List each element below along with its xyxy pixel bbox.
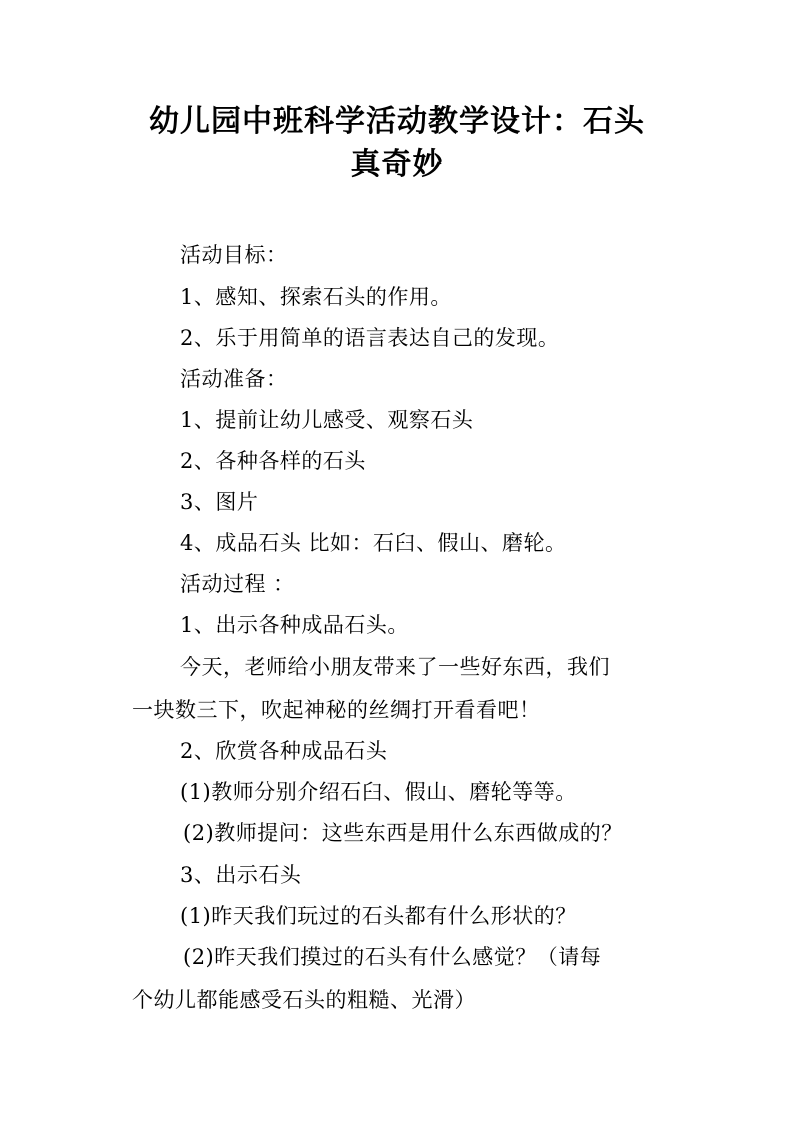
process-step-3: 3、出示石头 [180, 863, 302, 887]
section-heading-goals: 活动目标： [180, 243, 288, 267]
section-heading-preparation: 活动准备： [180, 367, 288, 391]
section-heading-process: 活动过程 ： [180, 572, 295, 596]
process-step-2-item-2: (2)教师提问：这些东西是用什么东西做成的？ [183, 821, 623, 845]
paragraph-line-2: 一块数三下，吹起神秘的丝绸打开看看吧！ [132, 698, 541, 722]
process-step-2-item-1: (1)教师分别介绍石臼、假山、磨轮等等。 [180, 780, 577, 804]
preparation-item-1: 1、提前让幼儿感受、观察石头 [180, 408, 474, 432]
process-step-1: 1、出示各种成品石头。 [180, 613, 409, 637]
preparation-item-4: 4、成品石头 比如：石臼、假山、磨轮。 [180, 531, 567, 555]
process-step-2: 2、欣赏各种成品石头 [180, 739, 388, 763]
document-title-line-1: 幼儿园中班科学活动教学设计：石头 [149, 104, 645, 139]
document-title-line-2: 真奇妙 [350, 147, 444, 182]
process-step-3-item-2: (2)昨天我们摸过的石头有什么感觉？（请每 [183, 945, 602, 969]
preparation-item-3: 3、图片 [180, 490, 259, 514]
preparation-item-2: 2、各种各样的石头 [180, 449, 366, 473]
goal-item-1: 1、感知、探索石头的作用。 [180, 285, 452, 309]
process-step-3-item-1: (1)昨天我们玩过的石头都有什么形状的？ [180, 904, 577, 928]
goal-item-2: 2、乐于用简单的语言表达自己的发现。 [180, 326, 560, 350]
process-step-3-item-2-cont: 个幼儿都能感受石头的粗糙、光滑） [132, 988, 476, 1012]
paragraph-line-1: 今天，老师给小朋友带来了一些好东西，我们 [180, 655, 610, 679]
